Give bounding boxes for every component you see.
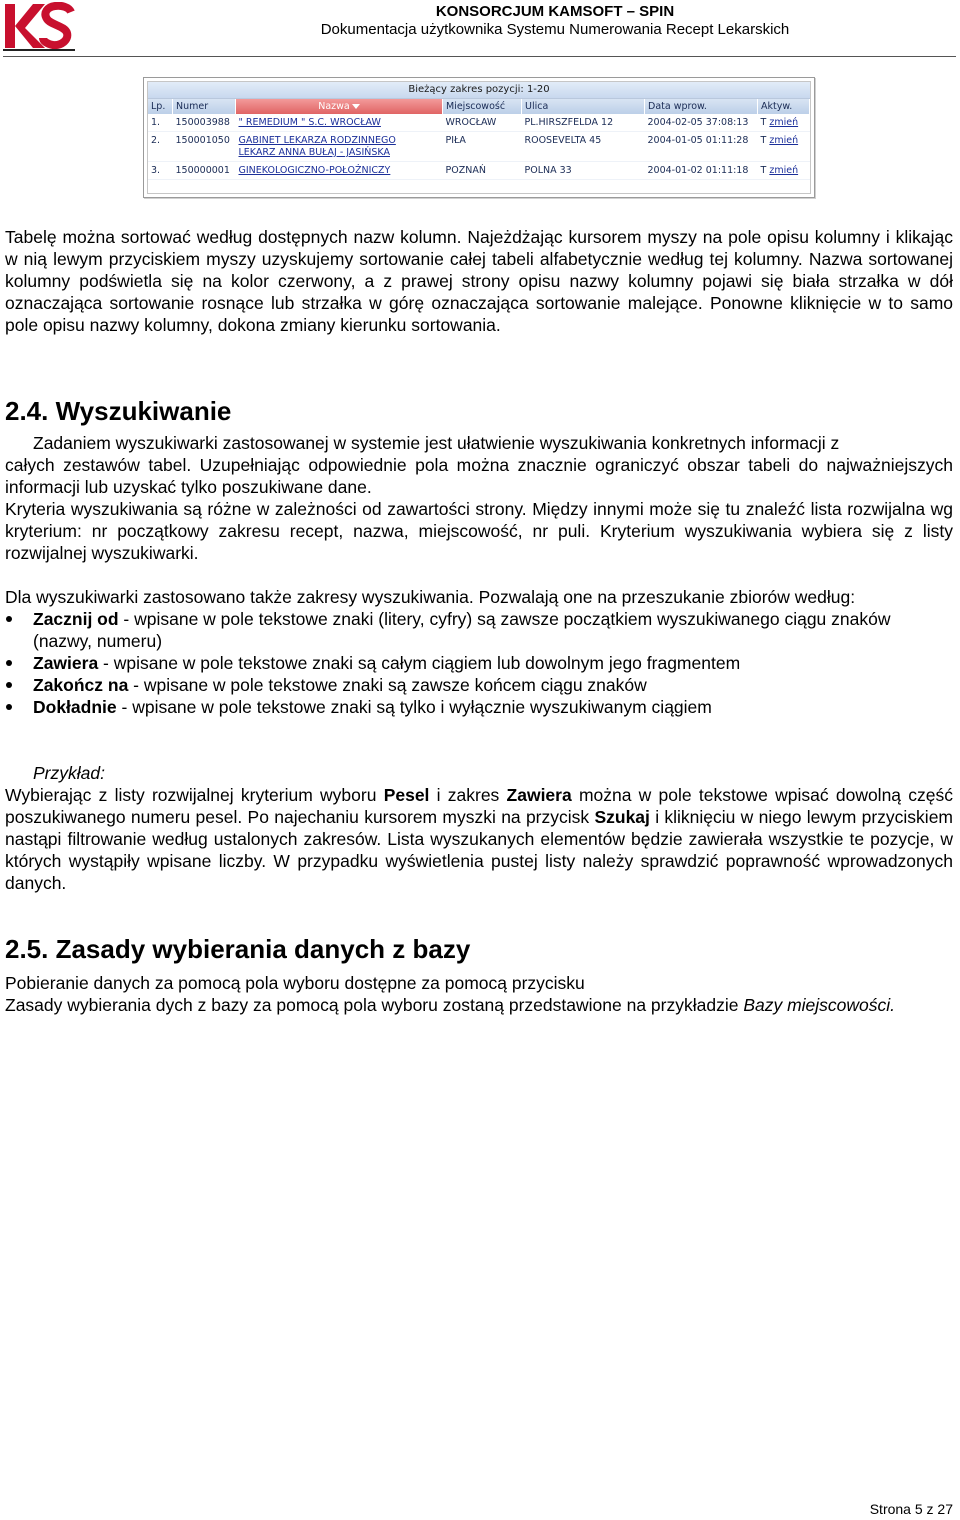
- list-item: [5, 652, 953, 674]
- range-term: Zawiera: [33, 653, 99, 673]
- list-item: [5, 674, 953, 696]
- example-label: Przykład:: [33, 763, 105, 783]
- list-item: [5, 608, 953, 652]
- table-screenshot: [143, 77, 815, 198]
- row-data: 2004-01-05 01:11:28: [645, 132, 758, 162]
- search-description: [5, 432, 953, 564]
- row-edit-link[interactable]: zmień: [769, 117, 799, 128]
- table-row: [148, 162, 810, 180]
- selection-paragraph-2: Zasady wybierania dych z bazy za pomocą pola wyboru zostaną przedstawione na przykładzie Bazy miejscowości.: [5, 995, 896, 1015]
- column-header-ulica[interactable]: Ulica: [522, 99, 645, 114]
- term-zawiera: Zawiera: [506, 785, 572, 805]
- column-header-nazwa-label: Nazwa: [318, 101, 350, 112]
- row-nazwa-link-line2[interactable]: LEKARZ ANNA BUŁAJ - JASIŃSKA: [238, 147, 390, 158]
- search-paragraph-line1: Zadaniem wyszukiwarki zastosowanej w systemie jest ułatwienie wyszukiwania konkretnych informacji z: [33, 433, 840, 453]
- criteria-paragraph: Kryteria wyszukiwania są różne w zależności od zawartości strony. Między innymi może się tu znaleźć lista rozwijalna wg kryterium: nr początkowy zakresu recept, nazwa, miejscowość, nr puli. Kryterium wyszukiwania wybiera się z listy rozwijalnej wyszukiwarki.: [5, 499, 953, 563]
- row-numer: 150003988: [173, 114, 236, 132]
- section-heading-wyszukiwanie: 2.4. Wyszukiwanie: [5, 396, 232, 426]
- row-numer: 150000001: [173, 162, 236, 180]
- row-nazwa-link[interactable]: " REMEDIUM " S.C. WROCŁAW: [238, 117, 381, 128]
- range-desc: - wpisane w pole tekstowe znaki (litery, cyfry) są zawsze początkiem wyszukiwanego ciągu znaków (nazwy, numeru): [33, 609, 891, 651]
- row-lp: 2.: [148, 132, 173, 162]
- sorting-paragraph: Tabelę można sortować według dostępnych nazw kolumn. Najeżdżając kursorem myszy na pole opisu kolumny i klikając w nią lewym przyciskiem myszy uzyskujemy sortowanie całej tabeli alfabetycznie według tej kolumny. Nazwa sortowanej kolumny podświetla się na kolor czerwony, a z prawej strony opisu nazwy kolumny pojawi się biała strzałka w dół oznaczająca sortowanie rosnące lub strzałka w górę oznaczająca sortowanie malejące. Ponowne kliknięcie w to samo pole opisu nazwy kolumny, dokona zmiany kierunku sortowania.: [5, 227, 953, 335]
- search-paragraph-rest: całych zestawów tabel. Uzupełniając odpowiednie pola można znacznie ograniczyć obszar tabeli do najważniejszych informacji lub uzyskać tylko poszukiwane dane.: [5, 455, 953, 497]
- row-ulica: POLNA 33: [522, 162, 645, 180]
- example-block: [5, 762, 953, 894]
- table-row: [148, 114, 810, 132]
- bullet-icon: [6, 704, 12, 710]
- range-term: Zakończ na: [33, 675, 129, 695]
- sorting-description: [5, 226, 953, 336]
- bullet-icon: [6, 660, 12, 666]
- row-data: 2004-01-02 01:11:18: [645, 162, 758, 180]
- document-header: [150, 3, 960, 39]
- example-reference: Bazy miejscowości.: [743, 995, 896, 1015]
- example-paragraph: Wybierając z listy rozwijalnej kryterium wyboru Pesel i zakres Zawiera można w pole tekstowe wpisać dowolną część poszukiwanego numeru pesel. Po najechaniu kursorem myszki na przycisk Szukaj i kliknięciu w niego lewym przyciskiem nastąpi filtrowanie według ustalonych zakresów. Lista wyszukanych elementów będzie zawierała wszystkie te pozycje, w których wystąpiły wpisane liczby. W przypadku wyświetlenia pustej listy należy sprawdzić poprawność wprowadzonych danych.: [5, 785, 953, 893]
- search-range-list: [5, 608, 953, 718]
- header-divider: [3, 56, 956, 57]
- row-edit-link[interactable]: zmień: [769, 135, 799, 146]
- section-2-4: [5, 396, 953, 426]
- row-miejscowosc: POZNAŃ: [443, 162, 522, 180]
- section-2-5: [5, 934, 953, 964]
- current-range-label: Bieżący zakres pozycji: 1-20: [148, 82, 810, 99]
- sort-arrow-down-icon: [352, 104, 360, 109]
- column-header-numer[interactable]: Numer: [173, 99, 236, 114]
- section-heading-zasady: 2.5. Zasady wybierania danych z bazy: [5, 934, 471, 964]
- row-numer: 150001050: [173, 132, 236, 162]
- table-row: [148, 132, 810, 162]
- row-ulica: ROOSEVELTA 45: [522, 132, 645, 162]
- row-aktyw: T: [760, 165, 767, 176]
- ranges-paragraph: Dla wyszukiwarki zastosowano także zakresy wyszukiwania. Pozwalają one na przeszukanie zbiorów według:: [5, 587, 856, 607]
- range-desc: - wpisane w pole tekstowe znaki są zawsze końcem ciągu znaków: [128, 675, 647, 695]
- column-header-nazwa[interactable]: [236, 99, 443, 114]
- page-number: Strona 5 z 27: [869, 1501, 953, 1517]
- list-item: [5, 696, 953, 718]
- column-header-data[interactable]: Data wprow.: [645, 99, 758, 114]
- row-miejscowosc: WROCŁAW: [443, 114, 522, 132]
- range-desc: - wpisane w pole tekstowe znaki są całym ciągiem lub dowolnym jego fragmentem: [98, 653, 741, 673]
- row-nazwa-link[interactable]: GABINET LEKARZA RODZINNEGO: [238, 135, 396, 146]
- document-subtitle: Dokumentacja użytkownika Systemu Numerowania Recept Lekarskich: [320, 21, 790, 38]
- selection-paragraph-1: Pobieranie danych za pomocą pola wyboru dostępne za pomocą przycisku: [5, 973, 585, 993]
- row-nazwa-link[interactable]: GINEKOLOGICZNO-POŁOŻNICZY: [238, 165, 391, 176]
- row-lp: 1.: [148, 114, 173, 132]
- ranges-description: [5, 586, 953, 718]
- range-desc: - wpisane w pole tekstowe znaki są tylko i wyłącznie wyszukiwanym ciągiem: [116, 697, 712, 717]
- row-aktyw: T: [760, 117, 767, 128]
- row-lp: 3.: [148, 162, 173, 180]
- column-header-lp[interactable]: Lp.: [148, 99, 173, 114]
- column-header-miejscowosc[interactable]: Miejscowość: [443, 99, 522, 114]
- selection-description: [5, 972, 953, 1016]
- row-edit-link[interactable]: zmień: [769, 165, 799, 176]
- row-aktyw: T: [760, 135, 767, 146]
- term-szukaj: Szukaj: [594, 807, 650, 827]
- consortium-title: KONSORCJUM KAMSOFT – SPIN: [435, 3, 675, 20]
- bullet-icon: [6, 616, 12, 622]
- range-term: Zacznij od: [33, 609, 119, 629]
- range-term: Dokładnie: [33, 697, 117, 717]
- kamsoft-logo: [3, 2, 75, 52]
- bullet-icon: [6, 682, 12, 688]
- column-header-aktyw[interactable]: Aktyw.: [758, 99, 810, 114]
- row-ulica: PL.HIRSZFELDA 12: [522, 114, 645, 132]
- term-pesel: Pesel: [383, 785, 430, 805]
- row-miejscowosc: PIŁA: [443, 132, 522, 162]
- row-data: 2004-02-05 37:08:13: [645, 114, 758, 132]
- results-table: [148, 99, 810, 180]
